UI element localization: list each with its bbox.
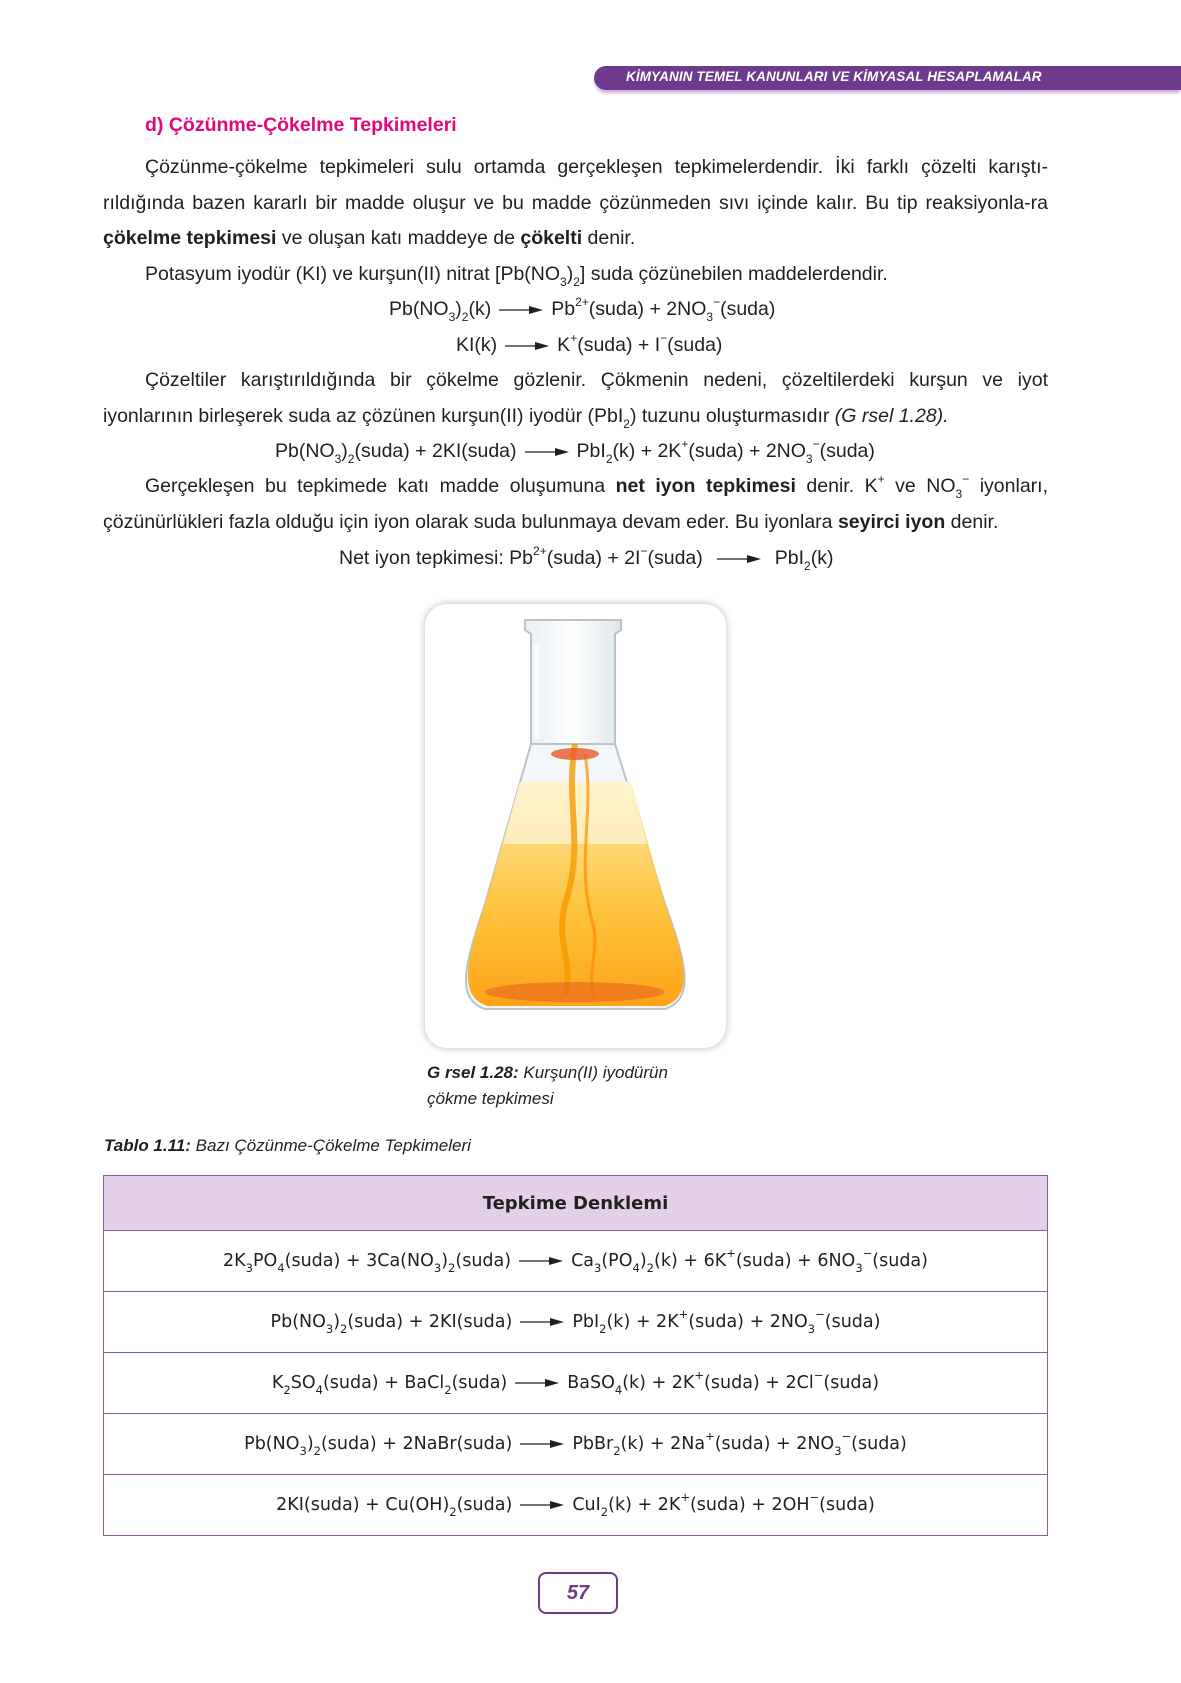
reaction-arrow-icon <box>717 553 761 565</box>
figure-caption: G rsel 1.28: Kurşun(II) iyodürün çökme tepkimesi <box>427 1063 668 1108</box>
flask-photo <box>425 604 726 1048</box>
table-cell-reaction-4: $Pb(NO_3)_2(suda)$ + 2NaBr(suda) PbBr$_2$(k) + 2Na+(suda) + $2NO_3^-(suda)$ <box>104 1414 1048 1475</box>
reaction-arrow-icon <box>520 1438 564 1450</box>
table-row <box>104 1292 1048 1353</box>
equation-full-reaction: $Pb(NO_3)_2(suda)$ + 2KI(suda) PbI$_2$(k) + 2K+(suda) + $2NO_3^-(suda)$ <box>275 437 875 466</box>
table-cell-reaction-1: $2K_3PO_4(suda)$ + $3Ca(NO_3)_2(suda)$ $Ca_3(PO_4)_2(k)$ + 6K+(suda) + $6NO_3^-(suda)$ <box>104 1231 1048 1292</box>
table-row <box>104 1231 1048 1292</box>
reaction-arrow-icon <box>505 340 549 352</box>
section-title: d) Çözünme-Çökelme Tepkimeleri <box>145 114 457 136</box>
chapter-header-title: KİMYANIN TEMEL KANUNLARI VE KİMYASAL HESAPLAMALAR <box>626 69 1042 84</box>
paragraph-precipitation: Çözeltiler karıştırıldığında bir çökelme gözlenir. Çökmenin nedeni, çözeltilerdeki kurşun ve iyot iyonlarının birleşerek suda az çözünen kurşun(II) iyodür (PbI$_2$) tuzunu oluşturmasıdır (G rsel 1.28). <box>103 369 1048 431</box>
erlenmeyer-flask-illustration <box>425 604 726 1048</box>
reaction-arrow-icon <box>499 304 543 316</box>
reactions-table <box>103 1175 1048 1536</box>
equation-lead-nitrate: $Pb(NO_3)_2(k)$ $Pb^{2+}(suda)$ + $2NO_3^-(suda)$ <box>389 295 776 324</box>
paragraph-reactants: Potasyum iyodür (KI) ve kurşun(II) nitrat $[Pb(NO_3)_2]$ suda çözünebilen maddelerdendir. <box>145 263 888 289</box>
paragraph-net-ion: Gerçekleşen bu tepkimede katı madde oluşumuna net iyon tepkimesi denir. K+ ve $NO_3^-$ iyonları, çözünürlükleri fazla olduğu için iyon olarak suda bulunmaya devam eder. Bu iyonlara seyirci iyon denir. <box>103 472 1049 533</box>
table-row <box>104 1414 1048 1475</box>
table-header-cell: Tepkime Denklemi <box>104 1176 1048 1231</box>
equation-potassium-iodide: KI(k) K+(suda) + I−(suda) <box>456 331 723 356</box>
table-row <box>104 1475 1048 1536</box>
table-row <box>104 1353 1048 1414</box>
reaction-arrow-icon <box>519 1255 563 1267</box>
reaction-arrow-icon <box>515 1377 559 1389</box>
table-cell-reaction-2: $Pb(NO_3)_2(suda)$ + 2KI(suda) PbI$_2$(k) + 2K+(suda) + $2NO_3^-(suda)$ <box>104 1292 1048 1353</box>
table-title: Tablo 1.11: Bazı Çözünme-Çökelme Tepkimeleri <box>104 1136 471 1155</box>
reaction-arrow-icon <box>525 446 569 458</box>
table-header-row <box>104 1176 1048 1231</box>
reaction-arrow-icon <box>520 1499 564 1511</box>
reaction-arrow-icon <box>520 1316 564 1328</box>
chapter-header-bar <box>594 66 1181 90</box>
paragraph-intro: Çözünme-çökelme tepkimeleri sulu ortamda gerçekleşen tepkimelerdendir. İki farklı çözelti karıştı-rıldığında bazen kararlı bir madde oluşur ve bu madde çözünmeden sıvı içinde kalır. Bu tip reaksiyonla-ra çökelme tepkimesi ve oluşan katı maddeye de çökelti denir. <box>103 156 1048 249</box>
equation-net-ionic: Net iyon tepkimesi: $Pb^{2+}(suda)$ + 2I−(suda) PbI$_2$(k) <box>339 544 834 573</box>
table-cell-reaction-5: 2KI(suda) + $Cu(OH)_2(suda)$ CuI$_2$(k) + 2K+(suda) + 2OH−(suda) <box>104 1475 1048 1536</box>
page-number: 57 <box>538 1572 618 1614</box>
table-cell-reaction-3: $K_2SO_4(suda)$ + BaCl$_2$(suda) BaSO$_4$(k) + 2K+(suda) + 2Cl−(suda) <box>104 1353 1048 1414</box>
